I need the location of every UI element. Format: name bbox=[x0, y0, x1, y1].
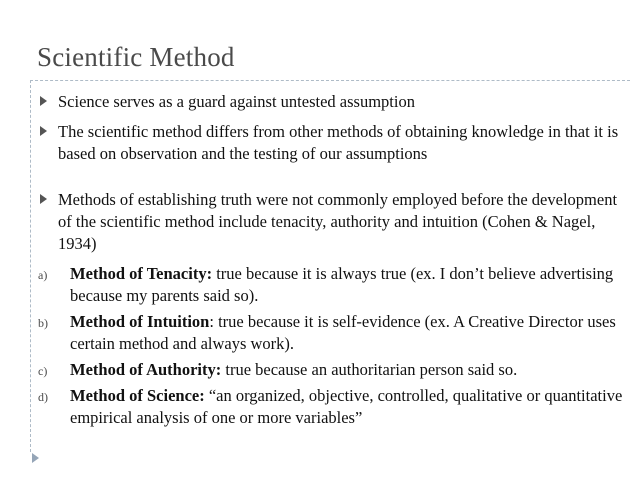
method-label: c) bbox=[38, 364, 48, 378]
bullet-text: The scientific method differs from other methods of obtaining knowledge in that it is based on observation and the testing of our assumptions bbox=[58, 122, 619, 163]
triangle-nav-icon[interactable] bbox=[32, 453, 39, 463]
slide-title: Scientific Method bbox=[37, 42, 235, 72]
method-item-tenacity bbox=[38, 263, 630, 307]
method-label: a) bbox=[38, 268, 48, 282]
method-text: true because an authoritarian person said so. bbox=[221, 360, 518, 379]
method-text: : true because it is self-evidence (ex. A Creative Director uses certain method and always work). bbox=[70, 312, 616, 353]
bullet-text: Methods of establishing truth were not commonly employed before the development of the scientific method include tenacity, authority and intuition (Cohen & Nagel, 1934) bbox=[58, 190, 618, 253]
spacer bbox=[38, 173, 630, 189]
method-item-science bbox=[38, 385, 630, 429]
bullet-item bbox=[38, 91, 630, 113]
bullet-item bbox=[38, 121, 630, 165]
bullet-text: Science serves as a guard against untested assumption bbox=[58, 92, 415, 111]
method-item-intuition bbox=[38, 311, 630, 355]
triangle-bullet-icon bbox=[40, 194, 47, 204]
triangle-bullet-icon bbox=[40, 126, 47, 136]
title-divider bbox=[30, 80, 630, 81]
method-label: d) bbox=[38, 390, 48, 404]
left-divider bbox=[30, 80, 31, 452]
bullet-item bbox=[38, 189, 630, 255]
method-item-authority bbox=[38, 359, 630, 381]
triangle-bullet-icon bbox=[40, 96, 47, 106]
method-term: Method of Tenacity: bbox=[70, 264, 213, 283]
method-label: b) bbox=[38, 316, 48, 330]
method-term: Method of Science: bbox=[70, 386, 205, 405]
method-text: “an organized, objective, controlled, qualitative or quantitative empirical analysis of one or more variables” bbox=[70, 386, 623, 427]
slide-content bbox=[38, 91, 630, 433]
method-term: Method of Authority: bbox=[70, 360, 222, 379]
method-term: Method of Intuition bbox=[70, 312, 210, 331]
method-text: true because it is always true (ex. I don’t believe advertising because my parents said so). bbox=[70, 264, 614, 305]
